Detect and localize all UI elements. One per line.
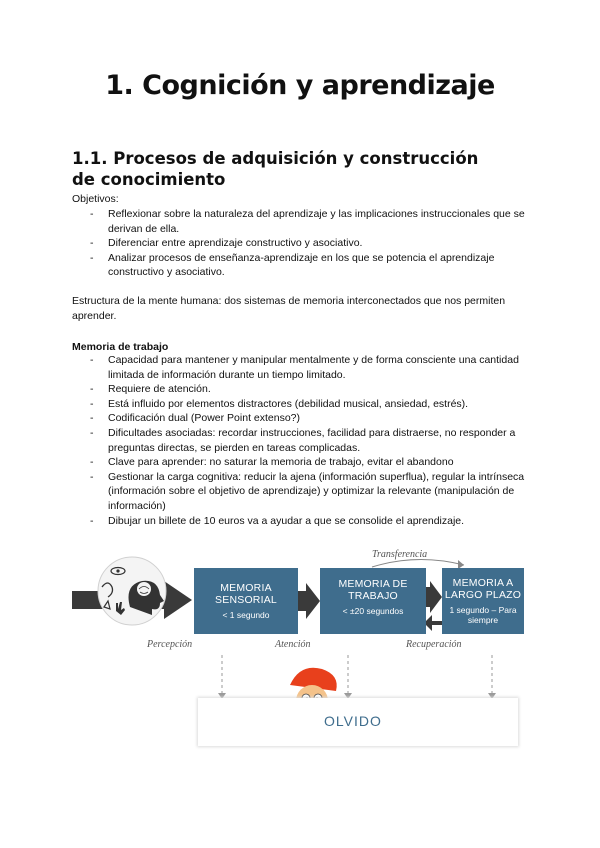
long-term-memory-title: MEMORIA A LARGO PLAZO: [444, 577, 522, 601]
working-memory-title: MEMORIA DE TRABAJO: [338, 578, 408, 602]
retrieval-label: Recuperación: [406, 639, 462, 650]
retrieval-arrow: [424, 615, 444, 631]
memory-diagram: [72, 543, 530, 748]
list-item: - Requiere de atención.: [72, 382, 532, 397]
senses-illustration: [98, 557, 166, 625]
list-item: - Diferenciar entre aprendizaje constructivo y asociativo.: [72, 236, 532, 251]
list-item: - Capacidad para mantener y manipular mentalmente y de forma consciente una cantidad limitada de información durante un tiempo limitado.: [72, 353, 532, 382]
list-item: - Dificultades asociadas: recordar instrucciones, facilidad para distraerse, no responder a preguntas directas, se pierden en tareas complicadas.: [72, 426, 532, 455]
transfer-arrow: [372, 559, 464, 567]
list-item: - Analizar procesos de enseñanza-aprendizaje en los que se potencia el aprendizaje constructivo y asociativo.: [72, 251, 532, 280]
long-term-memory-box: [442, 568, 524, 634]
attention-label: Atención: [275, 639, 311, 650]
objectives-list: [72, 207, 532, 280]
sensory-memory-duration: < 1 segundo: [222, 610, 270, 620]
working-memory-list: [72, 353, 532, 528]
list-item: - Reflexionar sobre la naturaleza del aprendizaje y las implicaciones instruccionales que se derivan de ella.: [72, 207, 532, 236]
working-memory-duration: < ±20 segundos: [342, 606, 404, 616]
long-term-memory-duration: 1 segundo – Para siempre: [449, 605, 517, 625]
list-item: - Clave para aprender: no saturar la memoria de trabajo, evitar el abandono: [72, 455, 532, 470]
page-title: 1. Cognición y aprendizaje: [105, 70, 495, 101]
transfer-label: Transferencia: [372, 549, 428, 560]
list-item: - Está influido por elementos distractores (debilidad musical, ansiedad, estrés).: [72, 397, 532, 412]
structure-paragraph: Estructura de la mente humana: dos sistemas de memoria interconectados que nos permiten aprender.: [72, 295, 506, 322]
forget-label: OLVIDO: [324, 713, 382, 729]
list-item: - Codificación dual (Power Point extenso?): [72, 411, 532, 426]
arrow-working-to-long: [426, 581, 442, 613]
working-memory-box: [320, 568, 426, 634]
arrow-sensory-to-working: [298, 583, 320, 619]
working-memory-heading: Memoria de trabajo: [72, 341, 169, 353]
perception-label: Percepción: [147, 639, 193, 650]
section-subtitle: 1.1. Procesos de adquisición y construcción de conocimiento: [72, 149, 479, 189]
sensory-memory-title: MEMORIA SENSORIAL: [215, 582, 277, 606]
sensory-memory-box: [194, 568, 298, 634]
list-item: - Gestionar la carga cognitiva: reducir la ajena (información superflua), regular la intrínseca (información sobre el objetivo de aprendizaje) y optimizar la relevante (manipulación de información): [72, 470, 532, 514]
objectives-label: Objetivos:: [72, 193, 119, 205]
list-item: - Dibujar un billete de 10 euros va a ayudar a que se consolide el aprendizaje.: [72, 514, 532, 529]
